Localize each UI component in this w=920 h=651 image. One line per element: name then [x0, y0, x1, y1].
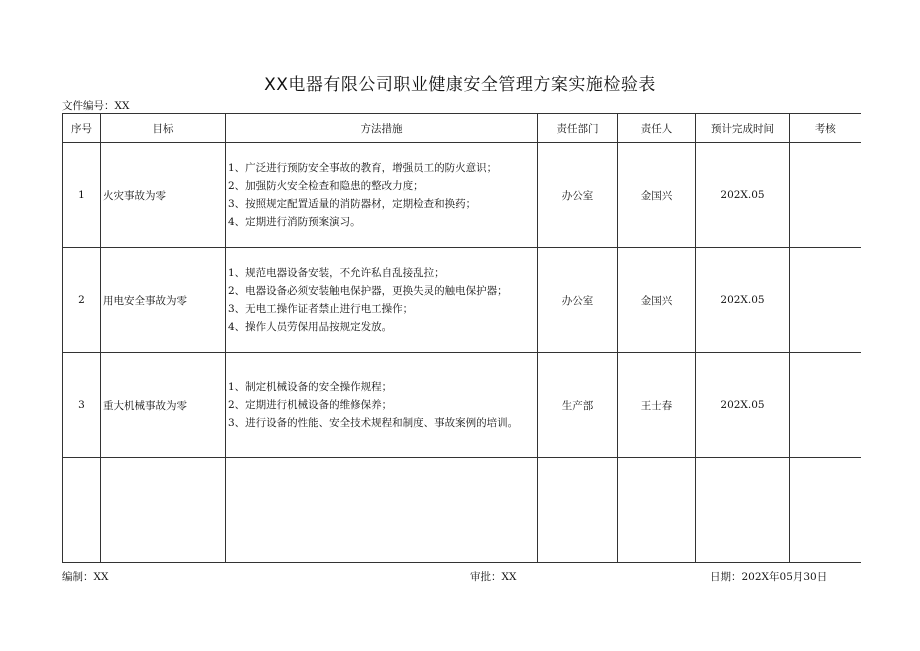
method-item: 1、制定机械设备的安全操作规程； [228, 381, 393, 393]
method-item: 3、无电工操作证者禁止进行电工操作； [228, 303, 414, 315]
row-methods [226, 143, 538, 248]
date-label: 日期：202X年05月30日 [710, 571, 828, 583]
method-item: 1、广泛进行预防安全事故的教育，增强员工的防火意识； [228, 162, 498, 174]
table-row [63, 143, 861, 248]
method-item: 3、进行设备的性能、安全技术规程和制度、事故案例的培训。 [228, 417, 519, 429]
method-item: 4、定期进行消防预案演习。 [228, 216, 361, 228]
row-person: 金国兴 [618, 248, 696, 353]
method-item: 3、按照规定配置适量的消防器材，定期检查和换药； [228, 198, 477, 210]
method-item: 1、规范电器设备安装，不允许私自乱接乱拉； [228, 267, 445, 279]
empty-cell [226, 458, 538, 563]
row-dept: 生产部 [538, 353, 618, 458]
approver-label: 审批：XX [470, 571, 517, 583]
method-item: 2、加强防火安全检查和隐患的整改力度； [228, 180, 424, 192]
empty-cell [618, 458, 696, 563]
method-item: 4、操作人员劳保用品按规定发放。 [228, 321, 393, 333]
page-title: XX电器有限公司职业健康安全管理方案实施检验表 [264, 75, 656, 95]
file-number: 文件编号：XX [62, 100, 130, 112]
row-no: 1 [63, 143, 101, 248]
row-methods [226, 353, 538, 458]
header-time: 预计完成时间 [696, 114, 790, 143]
empty-cell [101, 458, 226, 563]
row-dept: 办公室 [538, 143, 618, 248]
row-goal: 重大机械事故为零 [101, 353, 226, 458]
method-item: 2、定期进行机械设备的维修保养； [228, 399, 393, 411]
row-time: 202X.05 [696, 143, 790, 248]
empty-cell [696, 458, 790, 563]
table-header-row [63, 114, 861, 143]
row-check [790, 353, 861, 458]
header-check: 考核 [790, 114, 861, 143]
row-methods [226, 248, 538, 353]
inspection-table [62, 113, 861, 563]
row-no: 2 [63, 248, 101, 353]
empty-cell [63, 458, 101, 563]
row-person: 王士春 [618, 353, 696, 458]
row-time: 202X.05 [696, 353, 790, 458]
header-methods: 方法措施 [226, 114, 538, 143]
header-person: 责任人 [618, 114, 696, 143]
row-goal: 火灾事故为零 [101, 143, 226, 248]
empty-cell [790, 458, 861, 563]
row-no: 3 [63, 353, 101, 458]
table-row [63, 353, 861, 458]
row-time: 202X.05 [696, 248, 790, 353]
method-item: 2、电器设备必须安装触电保护器，更换失灵的触电保护器； [228, 285, 508, 297]
row-dept: 办公室 [538, 248, 618, 353]
header-goal: 目标 [101, 114, 226, 143]
header-no: 序号 [63, 114, 101, 143]
row-check [790, 143, 861, 248]
row-check [790, 248, 861, 353]
header-dept: 责任部门 [538, 114, 618, 143]
compiler-label: 编制：XX [62, 571, 109, 583]
row-goal: 用电安全事故为零 [101, 248, 226, 353]
empty-cell [538, 458, 618, 563]
row-person: 金国兴 [618, 143, 696, 248]
table-row [63, 248, 861, 353]
table-row-empty [63, 458, 861, 563]
